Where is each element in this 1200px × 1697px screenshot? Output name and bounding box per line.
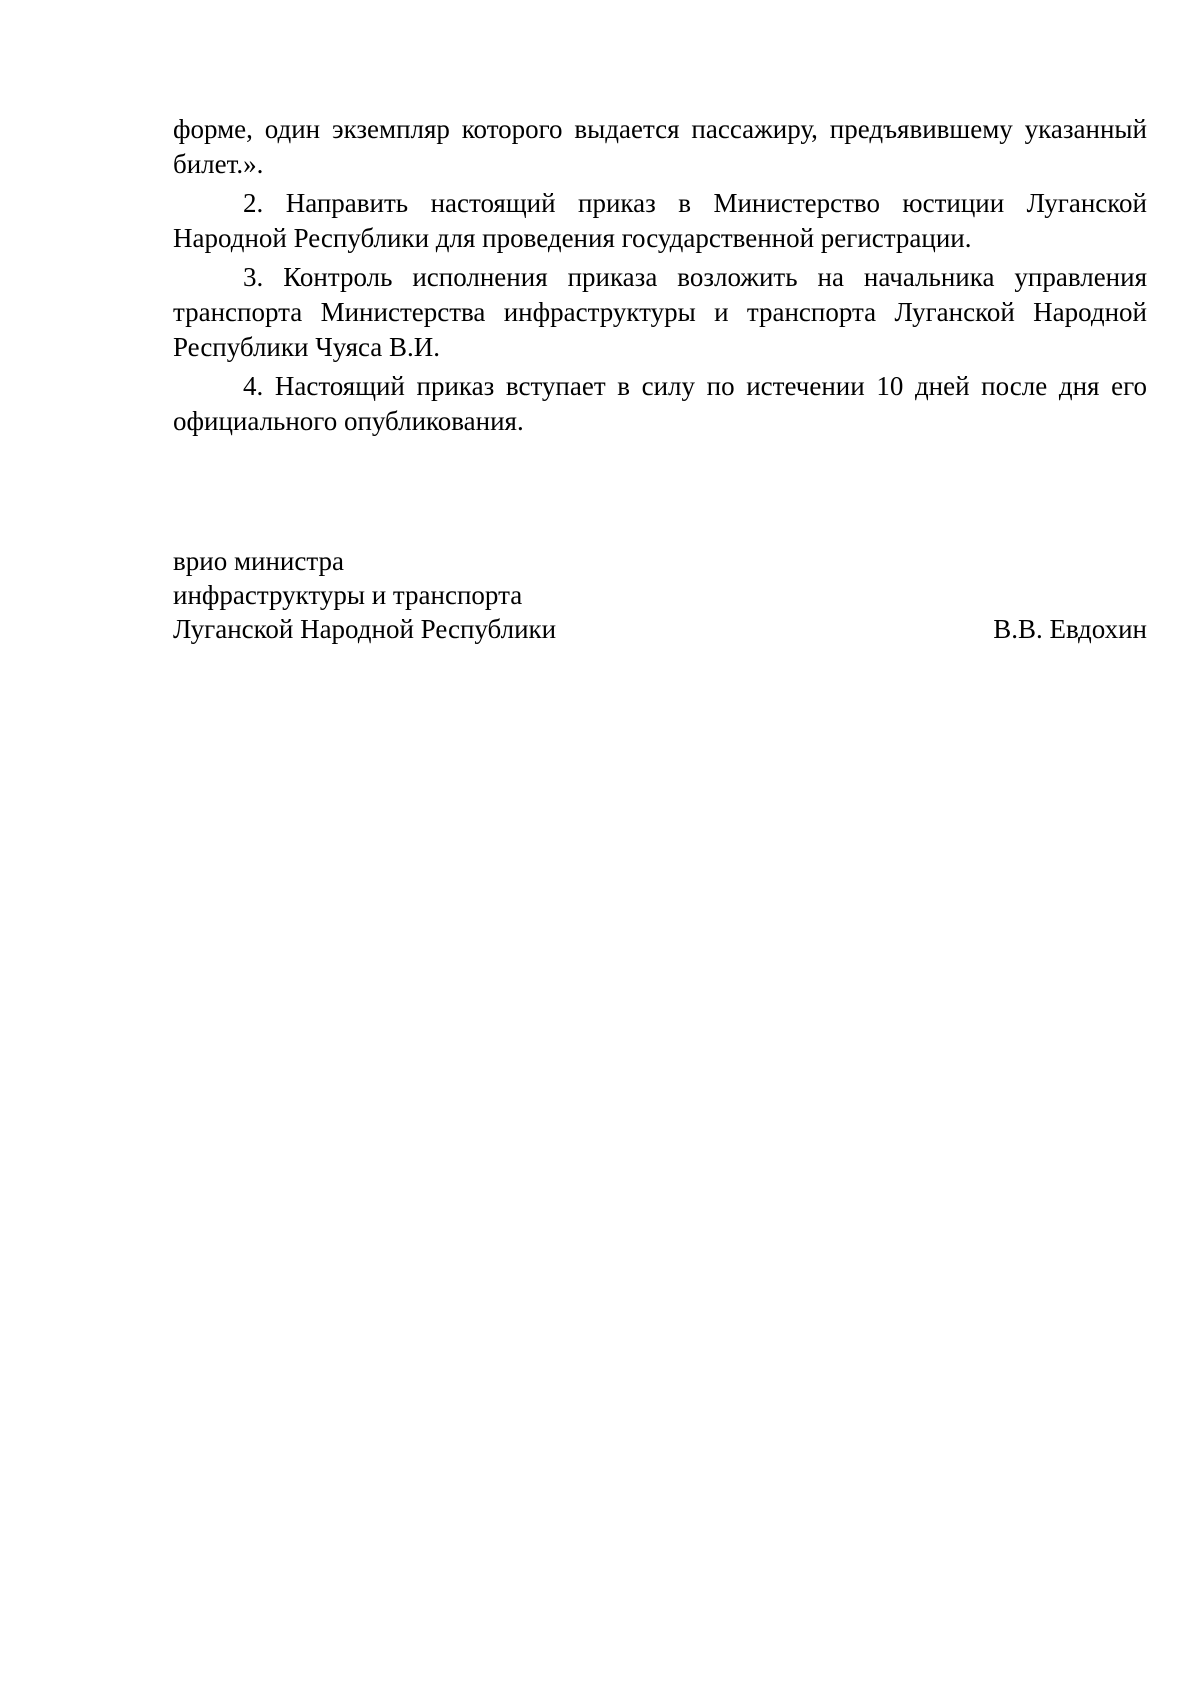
signatory-position-line-2: инфраструктуры и транспорта bbox=[173, 580, 523, 610]
signature-row bbox=[173, 612, 1147, 646]
paragraph-continuation: форме, один экземпляр которого выдается пассажиру, предъявившему указанный билет.». bbox=[173, 114, 1147, 179]
signatory-position-line-1: врио министра bbox=[173, 546, 344, 576]
document-body bbox=[173, 112, 1147, 443]
paragraph-item-4: 4. Настоящий приказ вступает в силу по истечении 10 дней после дня его официального опубликования. bbox=[173, 371, 1147, 436]
signatory-name: В.В. Евдохин bbox=[993, 614, 1147, 644]
signatory-position-line-3: Луганской Народной Республики bbox=[173, 614, 557, 644]
paragraph-item-3: 3. Контроль исполнения приказа возложить на начальника управления транспорта Министерства инфраструктуры и транспорта Луганской Народной Республики Чуяса В.И. bbox=[173, 262, 1147, 362]
signature-block bbox=[173, 544, 1147, 646]
paragraph-item-2: 2. Направить настоящий приказ в Министерство юстиции Луганской Народной Республики для проведения государственной регистрации. bbox=[173, 188, 1147, 253]
